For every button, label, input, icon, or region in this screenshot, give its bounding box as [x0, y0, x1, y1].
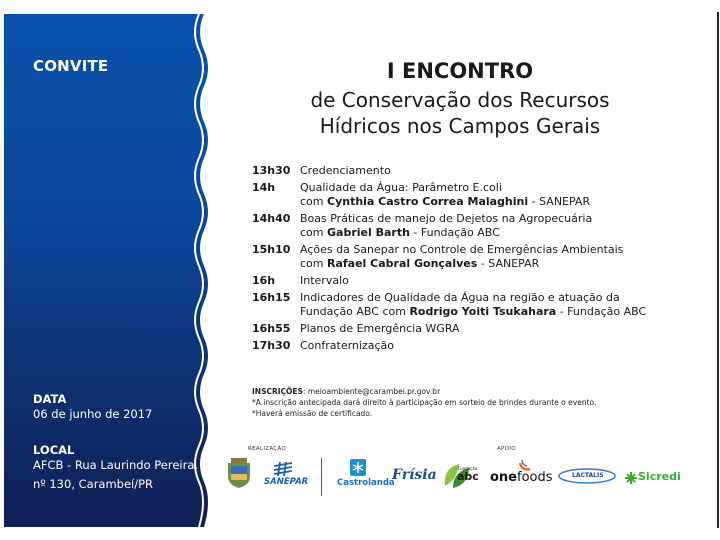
agenda-item	[252, 243, 692, 271]
agenda-item	[252, 274, 692, 288]
location-label: LOCAL	[33, 443, 75, 457]
agenda-time: 16h55	[252, 322, 291, 335]
agenda-item	[252, 181, 692, 209]
agenda-time: 13h30	[252, 164, 291, 177]
sponsor-divider	[321, 458, 322, 496]
agenda-item	[252, 322, 692, 336]
organizers-label: REALIZAÇÃO	[248, 446, 287, 452]
page-border-right	[717, 12, 719, 528]
location-line-1: AFCB - Rua Laurindo Pereira,	[33, 458, 199, 472]
registration-email[interactable]: : meioambiente@carambei.pr.gov.br	[302, 387, 441, 396]
date-label: DATA	[33, 392, 67, 406]
agenda-desc: Intervalo	[300, 274, 349, 287]
agenda-org: - SANEPAR	[477, 257, 540, 270]
event-title: I ENCONTRO	[386, 59, 534, 83]
wavy-edge-decoration	[192, 14, 216, 527]
sicredi-leaf-icon	[625, 472, 637, 484]
agenda-desc: Boas Práticas de manejo de Dejetos na Agropecuária	[300, 212, 593, 225]
agenda-time: 14h40	[252, 212, 291, 225]
agenda-desc: Ações da Sanepar no Controle de Emergências Ambientais	[300, 243, 624, 256]
sanepar-logo: SANEPAR	[264, 477, 309, 487]
agenda-org: - SANEPAR	[528, 195, 591, 208]
agenda-desc: Confraternização	[300, 339, 394, 352]
event-subtitle-2: Hídricos nos Campos Gerais	[319, 114, 601, 138]
agenda-desc: Credenciamento	[300, 164, 391, 177]
agenda-prefix: com	[300, 226, 327, 239]
agenda-speaker: Rodrigo Yoiti Tsukahara	[409, 305, 557, 318]
location-line-2: nº 130, Carambeí/PR	[33, 477, 154, 491]
supporters-label: APOIO	[497, 446, 516, 452]
agenda-org: - Fundação ABC	[556, 305, 647, 318]
sanepar-wave-icon	[272, 462, 294, 476]
agenda-item	[252, 291, 692, 319]
onefoods-logo-light: foods	[517, 470, 553, 485]
castrolanda-logo: Castrolanda	[337, 478, 395, 488]
agenda-desc: Qualidade da Água: Parâmetro E.coli	[300, 181, 502, 194]
agenda-speaker: Rafael Cabral Gonçalves	[327, 257, 478, 270]
invite-heading: CONVITE	[33, 57, 109, 75]
note-certificate: *Haverá emissão de certificado.	[252, 409, 373, 418]
note-raffle: *A inscrição antecipada dará direito à participação em sorteio de brindes durante o evento.	[252, 398, 597, 407]
registration-label: INSCRIÇÕES	[252, 387, 303, 396]
registration-notes	[252, 386, 596, 419]
fundacao-abc-small-text: Fundação	[458, 466, 478, 471]
agenda-list	[252, 164, 692, 356]
agenda-time: 14h	[252, 181, 276, 194]
agenda-desc: Planos de Emergência WGRA	[300, 322, 460, 335]
date-value: 06 de junho de 2017	[33, 407, 153, 421]
onefoods-logo-bold: one	[490, 470, 518, 485]
agenda-time: 16h15	[252, 291, 291, 304]
agenda-item	[252, 212, 692, 240]
agenda-org: - Fundação ABC	[409, 226, 500, 239]
agenda-speaker: Gabriel Barth	[327, 226, 410, 239]
lactalis-logo: LACTALIS	[572, 472, 604, 479]
agenda-prefix: Fundação ABC com	[300, 305, 410, 318]
agenda-time: 17h30	[252, 339, 291, 352]
agenda-time: 15h10	[252, 243, 291, 256]
fundacao-abc-logo: abc	[457, 470, 479, 483]
sicredi-logo: Sicredi	[638, 470, 681, 483]
agenda-desc: Indicadores de Qualidade da Água na região e atuação da	[300, 291, 620, 304]
carambei-coat-of-arms-logo	[226, 458, 252, 488]
agenda-prefix: com	[300, 257, 327, 270]
frisia-logo: Frísia	[392, 467, 437, 483]
agenda-time: 16h	[252, 274, 276, 287]
event-subtitle-1: de Conservação dos Recursos	[310, 88, 610, 112]
agenda-item	[252, 339, 692, 353]
agenda-speaker: Cynthia Castro Correa Malaghini	[327, 195, 529, 208]
agenda-item	[252, 164, 692, 178]
castrolanda-windmill-icon	[350, 459, 366, 476]
onefoods-logo	[490, 470, 553, 485]
agenda-prefix: com	[300, 195, 327, 208]
